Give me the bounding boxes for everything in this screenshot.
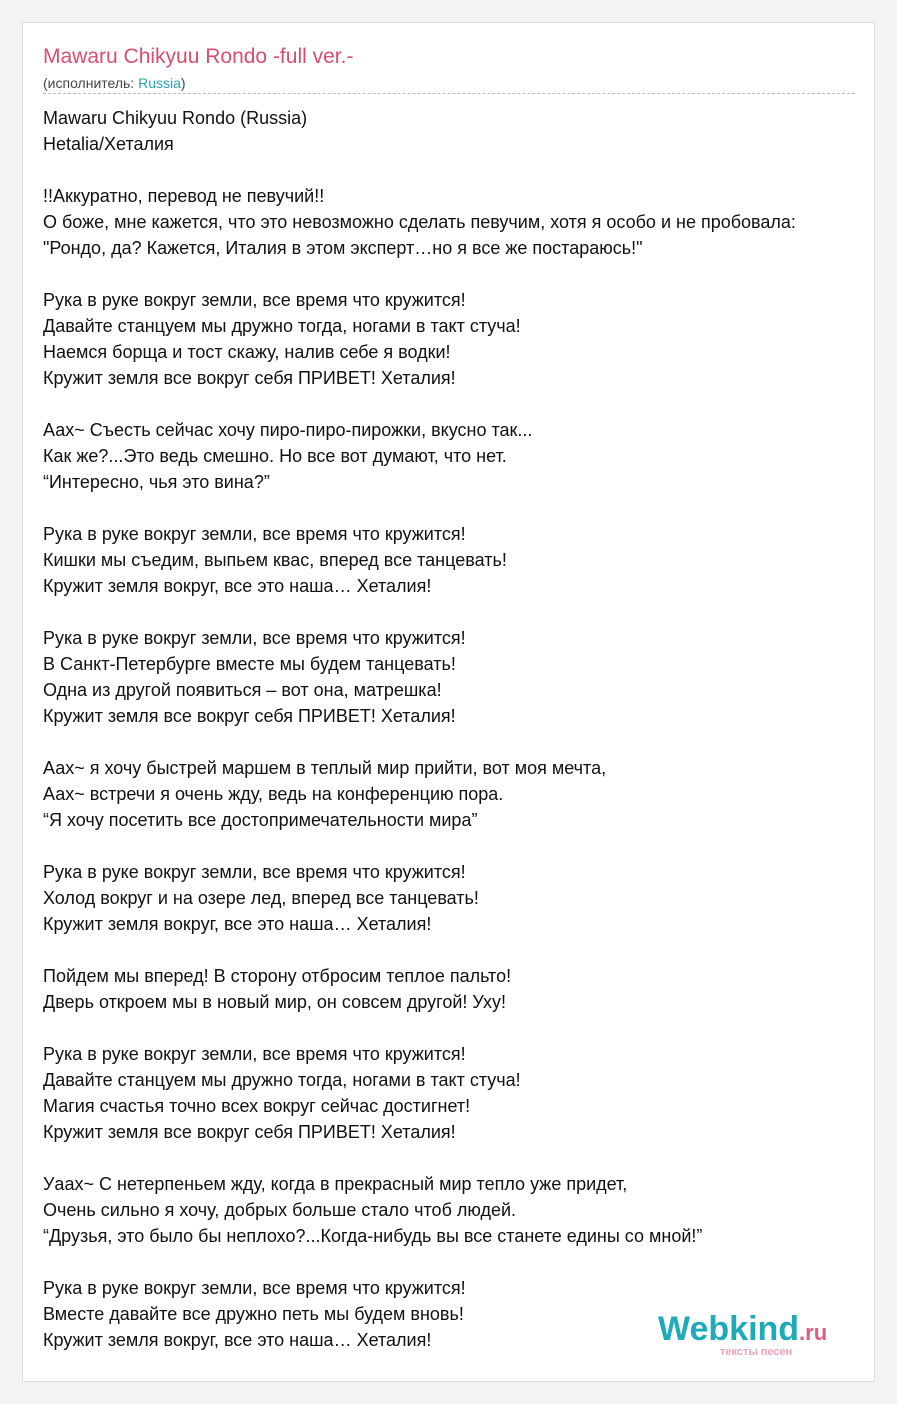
lyrics-line: Очень сильно я хочу, добрых больше стало чтоб людей. [43, 1200, 517, 1220]
lyrics-line: Давайте станцуем мы дружно тогда, ногами в такт стуча! [43, 1070, 521, 1090]
lyrics-blank-line [43, 833, 875, 859]
lyrics-line: Аах~ Съесть сейчас хочу пиро-пиро-пирожки, вкусно так... [43, 420, 533, 440]
lyrics-blank-line [43, 937, 875, 963]
lyrics-blank-line [43, 261, 875, 287]
webkind-logo [658, 1310, 828, 1358]
lyrics-line: Рука в руке вокруг земли, все время что кружится! [43, 1044, 466, 1064]
lyrics-card [22, 22, 875, 1382]
lyrics-line: “Я хочу посетить все достопримечательности мира” [43, 810, 478, 830]
lyrics-line: Mawaru Chikyuu Rondo (Russia) [43, 108, 308, 128]
lyrics-line: Рука в руке вокруг земли, все время что кружится! [43, 628, 466, 648]
lyrics-line: Уаах~ С нетерпеньем жду, когда в прекрасный мир тепло уже придет, [43, 1174, 628, 1194]
lyrics-line: Рука в руке вокруг земли, все время что кружится! [43, 862, 466, 882]
lyrics-line: Рука в руке вокруг земли, все время что кружится! [43, 290, 466, 310]
lyrics-line: Дверь откроем мы в новый мир, он совсем другой! Уху! [43, 992, 507, 1012]
lyrics-line: “Друзья, это было бы неплохо?...Когда-нибудь вы все станете едины со мной!” [43, 1226, 703, 1246]
lyrics-line: Аах~ встречи я очень жду, ведь на конференцию пора. [43, 784, 504, 804]
lyrics-line: Кружит земля вокруг, все это наша… Хеталия! [43, 576, 432, 596]
artist-suffix: ) [180, 75, 186, 91]
lyrics-line: Кружит земля вокруг, все это наша… Хеталия! [43, 1330, 432, 1350]
lyrics-line: Hetalia/Хеталия [43, 134, 174, 154]
song-title: Mawaru Chikyuu Rondo -full ver.- [43, 45, 354, 68]
lyrics-line: Рука в руке вокруг земли, все время что кружится! [43, 1278, 466, 1298]
lyrics-line: Аах~ я хочу быстрей маршем в теплый мир прийти, вот моя мечта, [43, 758, 607, 778]
lyrics-line: Рука в руке вокруг земли, все время что кружится! [43, 524, 466, 544]
artist-prefix: (исполнитель: [43, 75, 139, 91]
lyrics-line: Одна из другой появиться – вот она, матрешка! [43, 680, 442, 700]
title-separator [43, 93, 855, 94]
lyrics-line: !!Аккуратно, перевод не певучий!! [43, 186, 325, 206]
logo-tagline: тексты песен [720, 1346, 793, 1358]
lyrics-line: Вместе давайте все дружно петь мы будем вновь! [43, 1304, 464, 1324]
lyrics-line: Как же?...Это ведь смешно. Но все вот думают, что нет. [43, 446, 507, 466]
artist-link[interactable]: Russia [138, 75, 181, 91]
lyrics-line: Пойдем мы вперед! В сторону отбросим теплое пальто! [43, 966, 512, 986]
lyrics-blank-line [43, 1015, 875, 1041]
lyrics-line: Кишки мы съедим, выпьем квас, вперед все танцевать! [43, 550, 507, 570]
lyrics-blank-line [43, 391, 875, 417]
lyrics-line: О боже, мне кажется, что это невозможно сделать певучим, хотя я особо и не пробовала: [43, 212, 796, 232]
lyrics-line: Магия счастья точно всех вокруг сейчас достигнет! [43, 1096, 471, 1116]
lyrics-line: Кружит земля все вокруг себя ПРИВЕТ! Хеталия! [43, 368, 456, 388]
lyrics-line: Давайте станцуем мы дружно тогда, ногами в такт стуча! [43, 316, 521, 336]
lyrics-blank-line [43, 1145, 875, 1171]
lyrics-line: "Рондо, да? Кажется, Италия в этом эксперт…но я все же постараюсь!" [43, 238, 643, 258]
artist-line [43, 75, 186, 91]
lyrics-line: Кружит земля все вокруг себя ПРИВЕТ! Хеталия! [43, 1122, 456, 1142]
lyrics-line: Кружит земля все вокруг себя ПРИВЕТ! Хеталия! [43, 706, 456, 726]
lyrics-line: Наемся борща и тост скажу, налив себе я водки! [43, 342, 451, 362]
lyrics-blank-line [43, 729, 875, 755]
lyrics-blank-line [43, 495, 875, 521]
lyrics-blank-line [43, 1249, 875, 1275]
lyrics-blank-line [43, 599, 875, 625]
lyrics-line: Холод вокруг и на озере лед, вперед все танцевать! [43, 888, 479, 908]
lyrics-text [43, 105, 875, 1353]
lyrics-line: Кружит земля вокруг, все это наша… Хеталия! [43, 914, 432, 934]
lyrics-line: “Интересно, чья это вина?” [43, 472, 270, 492]
logo-tld: .ru [799, 1320, 828, 1345]
logo-brand: Webkind [658, 1310, 800, 1348]
lyrics-line: В Санкт-Петербурге вместе мы будем танцевать! [43, 654, 456, 674]
lyrics-blank-line [43, 157, 875, 183]
